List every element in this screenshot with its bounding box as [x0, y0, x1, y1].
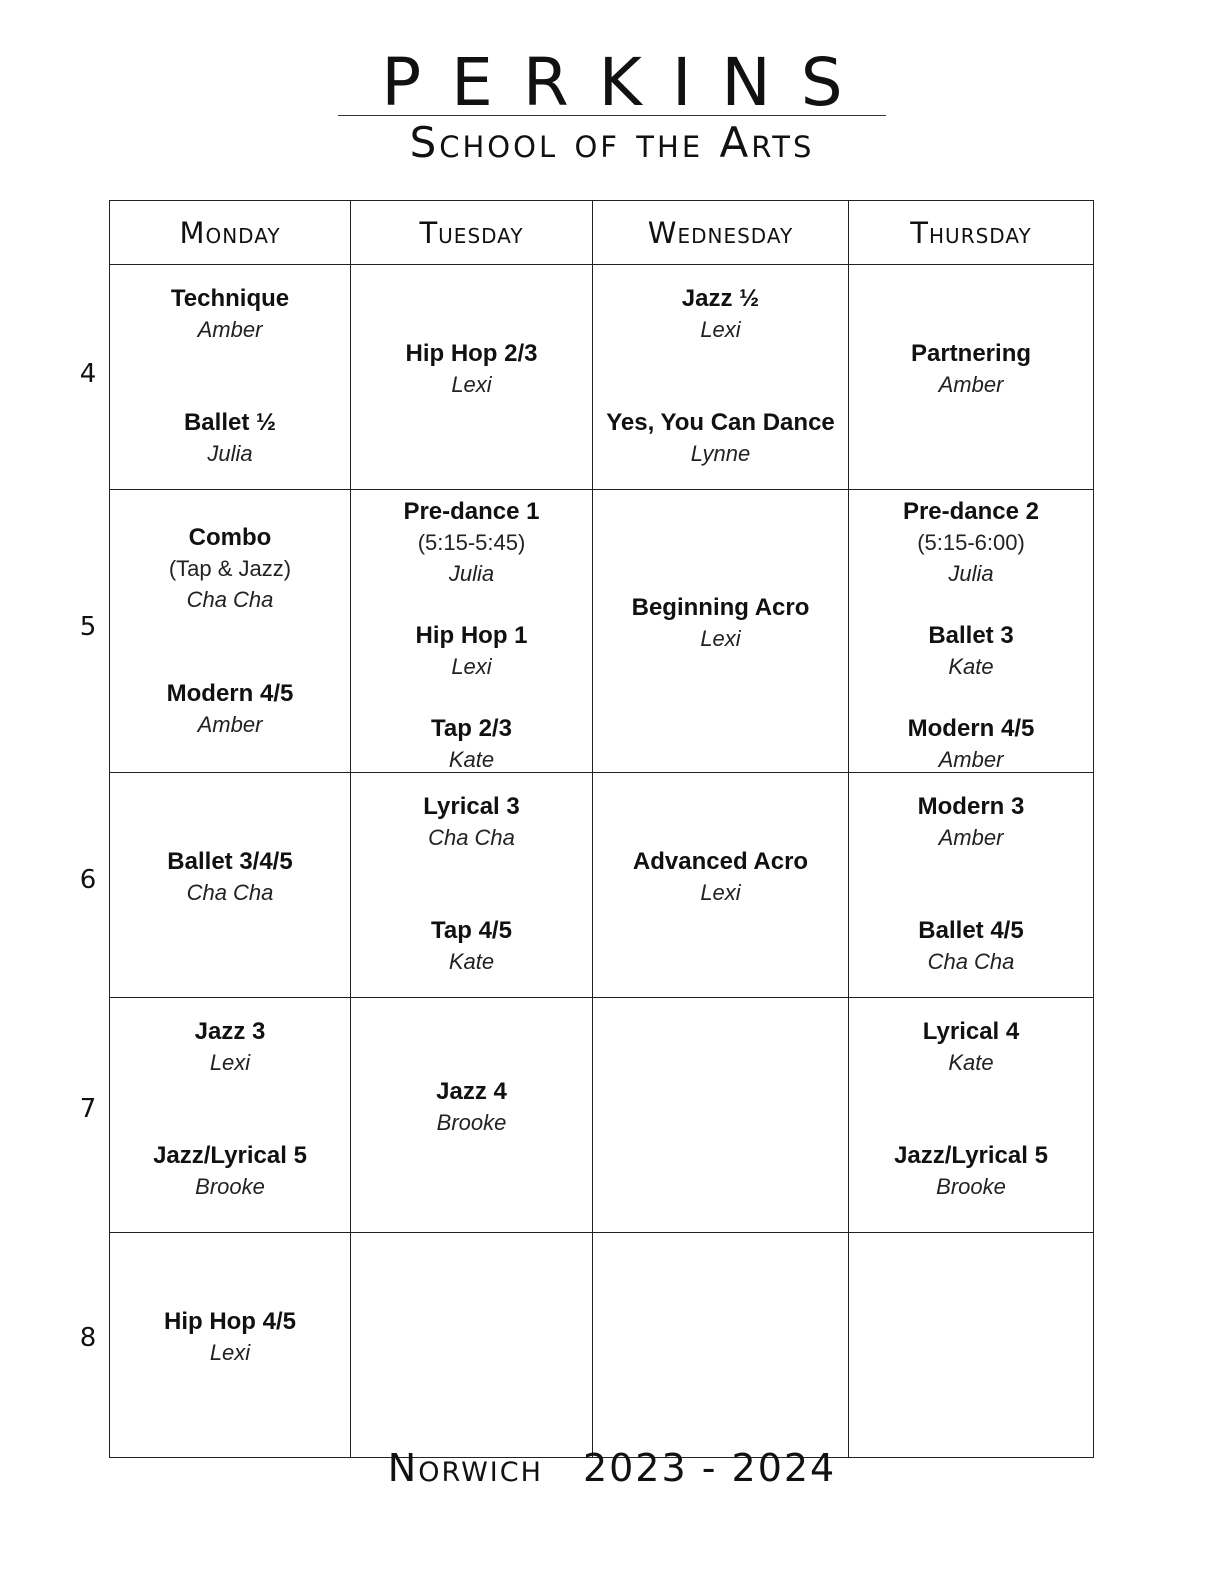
class-teacher: Cha Cha: [927, 949, 1015, 974]
class-teacher: Brooke: [936, 1174, 1006, 1199]
class-name: Lyrical 4: [922, 1018, 1020, 1045]
class-teacher: Lexi: [451, 372, 492, 397]
class-teacher: Amber: [197, 317, 263, 342]
class-teacher: Amber: [938, 825, 1004, 850]
class-teacher: Cha Cha: [186, 880, 274, 905]
footer: [0, 1446, 1224, 1490]
day-header-monday: Monday: [110, 201, 351, 265]
class-entry: [351, 915, 592, 977]
hour-label-8: 8: [79, 1323, 97, 1353]
class-teacher: Amber: [197, 712, 263, 737]
class-entry: [110, 678, 350, 740]
class-time: (Tap & Jazz): [168, 556, 292, 581]
class-entry: [351, 791, 592, 853]
class-teacher: Brooke: [195, 1174, 265, 1199]
class-entry: [593, 846, 848, 908]
footer-season: 2023 - 2024: [582, 1446, 837, 1490]
class-name: Tap 2/3: [431, 715, 512, 742]
class-entry: [849, 496, 1093, 589]
class-name: Advanced Acro: [632, 848, 809, 875]
class-entry: [351, 713, 592, 775]
schedule-cell-monday-5: [110, 490, 351, 773]
class-name: Jazz 4: [436, 1078, 507, 1105]
brand-subtitle: School of the Arts: [409, 118, 815, 167]
schedule-cell-wednesday-5: [593, 490, 849, 773]
class-name: Ballet ½: [183, 409, 277, 436]
class-entry: [351, 496, 592, 589]
class-name: Hip Hop 2/3: [405, 340, 538, 367]
class-entry: [351, 338, 592, 400]
schedule-cell-monday-8: [110, 1233, 351, 1458]
class-name: Tap 4/5: [431, 917, 512, 944]
class-teacher: Lexi: [451, 654, 492, 679]
class-teacher: Kate: [948, 1050, 994, 1075]
brand-name: PERKINS: [381, 44, 873, 121]
day-header-thursday: Thursday: [849, 201, 1094, 265]
class-name: Combo: [188, 524, 272, 551]
schedule-cell-tuesday-4: [351, 265, 593, 490]
class-teacher: Cha Cha: [428, 825, 515, 850]
class-teacher: Julia: [948, 561, 994, 586]
day-header-row: [110, 201, 1094, 265]
class-name: Jazz/Lyrical 5: [894, 1142, 1048, 1169]
class-entry: [110, 1016, 350, 1078]
hour-label-5: 5: [79, 612, 97, 642]
schedule-row: [110, 265, 1094, 490]
class-name: Pre-dance 2: [902, 498, 1040, 525]
class-teacher: Lexi: [700, 626, 741, 651]
schedule-cell-tuesday-5: [351, 490, 593, 773]
schedule-cell-wednesday-8: [593, 1233, 849, 1458]
hour-label-7: 7: [79, 1094, 97, 1124]
class-entry: [849, 791, 1093, 853]
class-entry: [849, 1016, 1093, 1078]
class-name: Jazz 3: [194, 1018, 266, 1045]
schedule-cell-monday-6: [110, 773, 351, 998]
class-name: Beginning Acro: [631, 594, 810, 621]
schedule-cell-thursday-5: [849, 490, 1094, 773]
schedule-cell-thursday-4: [849, 265, 1094, 490]
class-teacher: Amber: [938, 747, 1004, 772]
hour-label-4: 4: [79, 359, 97, 389]
schedule-table: [109, 200, 1094, 1458]
class-entry: [593, 592, 848, 654]
class-name: Modern 4/5: [907, 715, 1035, 742]
schedule-cell-monday-4: [110, 265, 351, 490]
class-entry: [849, 338, 1093, 400]
class-entry: [110, 407, 350, 469]
class-entry: [849, 1140, 1093, 1202]
class-teacher: Kate: [948, 654, 994, 679]
schedule-cell-monday-7: [110, 998, 351, 1233]
class-entry: [110, 283, 350, 345]
schedule-cell-wednesday-7: [593, 998, 849, 1233]
class-name: Lyrical 3: [423, 793, 520, 820]
day-header-tuesday: Tuesday: [351, 201, 593, 265]
class-teacher: Lexi: [700, 880, 741, 905]
schedule-cell-thursday-7: [849, 998, 1094, 1233]
class-teacher: Julia: [448, 561, 495, 586]
schedule-cell-tuesday-8: [351, 1233, 593, 1458]
class-entry: [110, 1140, 350, 1202]
class-teacher: Amber: [938, 372, 1004, 397]
class-entry: [593, 407, 848, 469]
schedule-cell-wednesday-6: [593, 773, 849, 998]
class-entry: [110, 1306, 350, 1368]
class-entry: [849, 915, 1093, 977]
class-entry: [351, 620, 592, 682]
class-name: Ballet 4/5: [918, 917, 1024, 944]
schedule-row: [110, 773, 1094, 998]
class-teacher: Lynne: [690, 441, 751, 466]
class-time: (5:15-6:00): [917, 530, 1025, 555]
class-time: (5:15-5:45): [417, 530, 526, 555]
class-name: Yes, You Can Dance: [606, 409, 835, 436]
class-teacher: Lexi: [700, 317, 741, 342]
schedule-row: [110, 998, 1094, 1233]
class-name: Jazz/Lyrical 5: [153, 1142, 307, 1169]
class-entry: [849, 713, 1093, 775]
hour-label-6: 6: [79, 865, 97, 895]
class-teacher: Julia: [207, 441, 253, 466]
brand-divider: [338, 115, 886, 116]
class-name: Hip Hop 4/5: [163, 1308, 296, 1335]
class-name: Partnering: [910, 340, 1032, 367]
class-teacher: Lexi: [209, 1340, 251, 1365]
schedule-cell-tuesday-7: [351, 998, 593, 1233]
class-name: Pre-dance 1: [403, 498, 540, 525]
class-entry: [110, 846, 350, 908]
schedule-cell-thursday-6: [849, 773, 1094, 998]
class-entry: [110, 522, 350, 615]
footer-location: Norwich: [387, 1446, 543, 1490]
class-entry: [351, 1076, 592, 1138]
schedule-row: [110, 490, 1094, 773]
class-name: Ballet 3: [928, 622, 1014, 649]
class-name: Technique: [170, 285, 290, 312]
class-teacher: Cha Cha: [186, 587, 274, 612]
class-name: Modern 4/5: [166, 680, 294, 707]
class-teacher: Lexi: [209, 1050, 251, 1075]
class-teacher: Kate: [448, 949, 495, 974]
class-name: Ballet 3/4/5: [167, 848, 293, 875]
class-name: Modern 3: [917, 793, 1025, 820]
class-entry: [593, 283, 848, 345]
schedule-cell-thursday-8: [849, 1233, 1094, 1458]
class-name: Jazz ½: [681, 285, 760, 312]
day-header-wednesday: Wednesday: [593, 201, 849, 265]
class-name: Hip Hop 1: [415, 622, 528, 649]
class-teacher: Brooke: [436, 1110, 507, 1135]
schedule-cell-wednesday-4: [593, 265, 849, 490]
class-teacher: Kate: [448, 747, 495, 772]
schedule-cell-tuesday-6: [351, 773, 593, 998]
schedule-row: [110, 1233, 1094, 1458]
class-entry: [849, 620, 1093, 682]
